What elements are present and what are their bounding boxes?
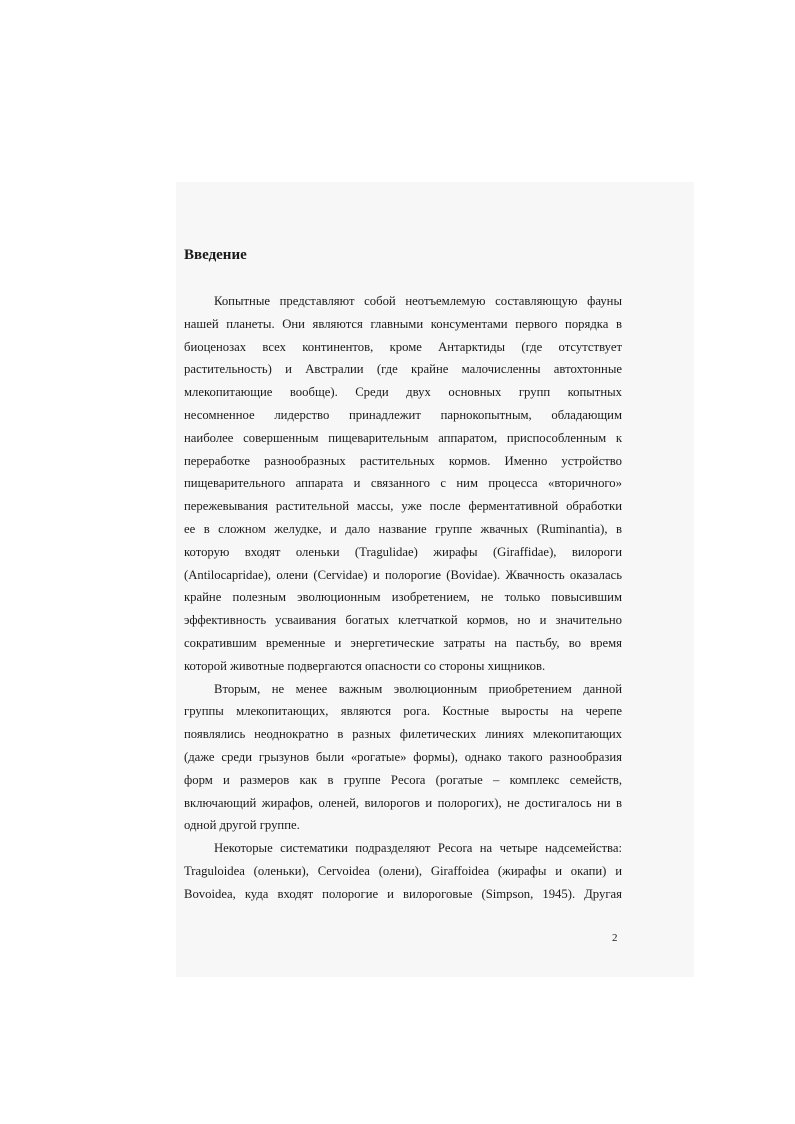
text-line: эффективность усваивания богатых клетчаткой кормов, но и значительно — [184, 613, 622, 628]
text-line: Копытные представляют собой неотъемлемую составляющую фауны — [214, 294, 622, 308]
body-text — [184, 290, 622, 906]
text-line: переработке разнообразных растительных кормов. Именно устройство — [184, 453, 622, 468]
text-line: которую входят оленьки (Tragulidae) жирафы (Giraffidae), вилороги — [184, 544, 622, 559]
text-line: растительность) и Австралии (где крайне малочисленны автохтонные — [184, 362, 622, 377]
text-line: группы млекопитающих, являются рога. Костные выросты на черепе — [184, 704, 622, 719]
text-line: включающий жирафов, оленей, вилорогов и полорогих), не достигалось ни в — [184, 795, 622, 810]
text-line: которой животные подвергаются опасности со стороны хищников. — [184, 658, 546, 673]
text-line: пережевывания растительной массы, уже после ферментативной обработки — [184, 499, 622, 514]
page-number: 2 — [612, 932, 618, 944]
text-line: Bovoidea, куда входят полорогие и вилороговые (Simpson, 1945). Другая — [184, 886, 622, 901]
page-title: Введение — [184, 247, 247, 263]
text-line: Вторым, не менее важным эволюционным приобретением данной — [214, 681, 622, 696]
text-line: Некоторые систематики подразделяют Pecora на четыре надсемейства: — [214, 841, 622, 856]
text-line: несомненное лидерство принадлежит парнокопытным, обладающим — [184, 407, 622, 422]
text-line: пищеварительного аппарата и связанного с ним процесса «вторичного» — [184, 476, 622, 491]
text-line: форм и размеров как в группе Pecora (рогатые – комплекс семейств, — [184, 772, 622, 787]
text-line: биоценозах всех континентов, кроме Антарктиды (где отсутствует — [184, 339, 622, 354]
text-line: ее в сложном желудке, и дало название группе жвачных (Ruminantia), в — [184, 521, 622, 536]
text-line: появлялись неоднократно в разных филетических линиях млекопитающих — [184, 727, 622, 742]
text-line: (даже среди грызунов были «рогатые» формы), однако такого разнообразия — [184, 749, 622, 764]
text-line: одной другой группе. — [184, 818, 300, 833]
text-line: наиболее совершенным пищеварительным аппаратом, приспособленным к — [184, 430, 622, 445]
text-line: крайне полезным эволюционным изобретением, не только повысившим — [184, 590, 622, 605]
text-line: нашей планеты. Они являются главными консументами первого порядка в — [184, 316, 622, 331]
text-line: млекопитающие вообще). Среди двух основных групп копытных — [184, 385, 622, 400]
text-line: сократившим временные и энергетические затраты на пастьбу, во время — [184, 635, 622, 650]
text-line: (Antilocapridae), олени (Cervidae) и полорогие (Bovidae). Жвачность оказалась — [184, 567, 622, 582]
text-line: Traguloidea (оленьки), Cervoidea (олени), Giraffoidea (жирафы и окапи) и — [184, 863, 622, 878]
